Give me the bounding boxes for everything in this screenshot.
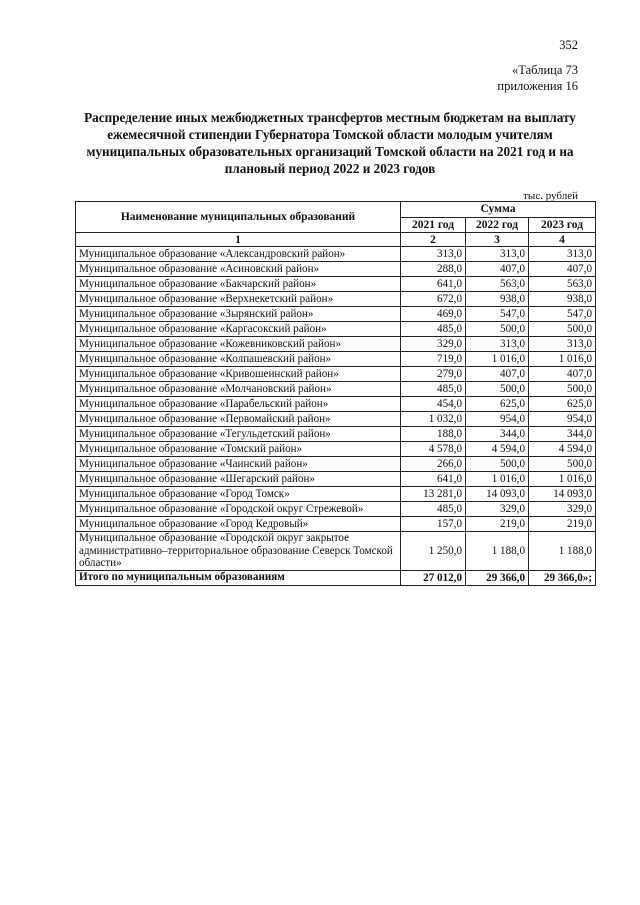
header-sum: Сумма bbox=[401, 202, 596, 218]
municipality-name: Муниципальное образование «Бакчарский район» bbox=[76, 277, 401, 292]
table-row bbox=[76, 412, 596, 427]
value-2021: 188,0 bbox=[401, 427, 466, 442]
municipality-name: Муниципальное образование «Городской округ Стрежевой» bbox=[76, 502, 401, 517]
table-row bbox=[76, 352, 596, 367]
value-2021: 485,0 bbox=[401, 322, 466, 337]
value-2022: 344,0 bbox=[466, 427, 529, 442]
value-2023: 4 594,0 bbox=[529, 442, 596, 457]
table-row bbox=[76, 382, 596, 397]
header-year-2023: 2023 год bbox=[529, 217, 596, 233]
value-2021: 719,0 bbox=[401, 352, 466, 367]
value-2023: 219,0 bbox=[529, 517, 596, 532]
municipality-name: Муниципальное образование «Каргасокский район» bbox=[76, 322, 401, 337]
municipality-name: Муниципальное образование «Зырянский район» bbox=[76, 307, 401, 322]
value-2022: 500,0 bbox=[466, 457, 529, 472]
table-row bbox=[76, 397, 596, 412]
value-2023: 313,0 bbox=[529, 337, 596, 352]
table-row bbox=[76, 262, 596, 277]
value-2021: 313,0 bbox=[401, 247, 466, 262]
value-2023: 954,0 bbox=[529, 412, 596, 427]
table-row bbox=[76, 442, 596, 457]
municipality-name: Муниципальное образование «Томский район» bbox=[76, 442, 401, 457]
value-2022: 954,0 bbox=[466, 412, 529, 427]
value-2023: 1 188,0 bbox=[529, 532, 596, 571]
value-2023: 500,0 bbox=[529, 457, 596, 472]
header-year-2022: 2022 год bbox=[466, 217, 529, 233]
col-number-4: 4 bbox=[529, 233, 596, 247]
table-annex-reference bbox=[497, 62, 578, 94]
header-name: Наименование муниципальных образований bbox=[76, 202, 401, 233]
total-label: Итого по муниципальным образованиям bbox=[76, 570, 401, 585]
value-2023: 1 016,0 bbox=[529, 352, 596, 367]
value-2021: 641,0 bbox=[401, 472, 466, 487]
table-row bbox=[76, 457, 596, 472]
value-2022: 625,0 bbox=[466, 397, 529, 412]
value-2022: 313,0 bbox=[466, 247, 529, 262]
value-2022: 407,0 bbox=[466, 367, 529, 382]
value-2021: 641,0 bbox=[401, 277, 466, 292]
municipality-name: Муниципальное образование «Парабельский район» bbox=[76, 397, 401, 412]
value-2022: 1 016,0 bbox=[466, 472, 529, 487]
municipality-name: Муниципальное образование «Колпашевский район» bbox=[76, 352, 401, 367]
col-number-3: 3 bbox=[466, 233, 529, 247]
value-2022: 219,0 bbox=[466, 517, 529, 532]
value-2021: 485,0 bbox=[401, 502, 466, 517]
table-row bbox=[76, 517, 596, 532]
value-2021: 157,0 bbox=[401, 517, 466, 532]
municipality-name: Муниципальное образование «Кривошеинский район» bbox=[76, 367, 401, 382]
municipality-name: Муниципальное образование «Город Томск» bbox=[76, 487, 401, 502]
col-number-1: 1 bbox=[76, 233, 401, 247]
value-2022: 313,0 bbox=[466, 337, 529, 352]
table-row bbox=[76, 367, 596, 382]
page-number: 352 bbox=[559, 38, 578, 52]
municipality-name: Муниципальное образование «Городской округ закрытое административно–территориальное образование Северск Томской области» bbox=[76, 532, 401, 571]
value-2022: 407,0 bbox=[466, 262, 529, 277]
value-2022: 500,0 bbox=[466, 382, 529, 397]
municipality-name: Муниципальное образование «Чаинский район» bbox=[76, 457, 401, 472]
budget-table bbox=[75, 201, 596, 586]
municipality-name: Муниципальное образование «Город Кедровый» bbox=[76, 517, 401, 532]
value-2023: 1 016,0 bbox=[529, 472, 596, 487]
value-2022: 938,0 bbox=[466, 292, 529, 307]
value-2022: 547,0 bbox=[466, 307, 529, 322]
value-2021: 1 032,0 bbox=[401, 412, 466, 427]
value-2021: 13 281,0 bbox=[401, 487, 466, 502]
value-2023: 500,0 bbox=[529, 322, 596, 337]
value-2021: 1 250,0 bbox=[401, 532, 466, 571]
value-2021: 329,0 bbox=[401, 337, 466, 352]
table-row bbox=[76, 337, 596, 352]
value-2023: 547,0 bbox=[529, 307, 596, 322]
value-2021: 672,0 bbox=[401, 292, 466, 307]
value-2021: 454,0 bbox=[401, 397, 466, 412]
value-2021: 266,0 bbox=[401, 457, 466, 472]
value-2022: 500,0 bbox=[466, 322, 529, 337]
value-2022: 14 093,0 bbox=[466, 487, 529, 502]
value-2023: 329,0 bbox=[529, 502, 596, 517]
municipality-name: Муниципальное образование «Шегарский район» bbox=[76, 472, 401, 487]
value-2023: 344,0 bbox=[529, 427, 596, 442]
header-year-2021: 2021 год bbox=[401, 217, 466, 233]
total-2021: 27 012,0 bbox=[401, 570, 466, 585]
value-2022: 1 016,0 bbox=[466, 352, 529, 367]
annex-line-1: «Таблица 73 bbox=[512, 63, 578, 77]
value-2023: 625,0 bbox=[529, 397, 596, 412]
value-2022: 1 188,0 bbox=[466, 532, 529, 571]
table-row bbox=[76, 502, 596, 517]
value-2023: 313,0 bbox=[529, 247, 596, 262]
col-number-2: 2 bbox=[401, 233, 466, 247]
value-2023: 500,0 bbox=[529, 382, 596, 397]
value-2022: 563,0 bbox=[466, 277, 529, 292]
value-2021: 485,0 bbox=[401, 382, 466, 397]
value-2021: 4 578,0 bbox=[401, 442, 466, 457]
municipality-name: Муниципальное образование «Молчановский район» bbox=[76, 382, 401, 397]
value-2023: 407,0 bbox=[529, 262, 596, 277]
table-row bbox=[76, 487, 596, 502]
municipality-name: Муниципальное образование «Александровский район» bbox=[76, 247, 401, 262]
total-2023: 29 366,0»; bbox=[529, 570, 596, 585]
municipality-name: Муниципальное образование «Первомайский район» bbox=[76, 412, 401, 427]
annex-line-2: приложения 16 bbox=[497, 79, 578, 93]
table-row bbox=[76, 322, 596, 337]
table-row bbox=[76, 292, 596, 307]
table-row bbox=[76, 427, 596, 442]
total-2022: 29 366,0 bbox=[466, 570, 529, 585]
value-2021: 469,0 bbox=[401, 307, 466, 322]
table-row bbox=[76, 247, 596, 262]
table-row bbox=[76, 532, 596, 571]
document-title: Распределение иных межбюджетных трансфертов местным бюджетам на выплату ежемесячной стипендии Губернатора Томской области молодым учителям муниципальных образовательных организаций Томской области на 2021 год и на плановый период 2022 и 2023 годов bbox=[84, 110, 576, 176]
value-2023: 563,0 bbox=[529, 277, 596, 292]
value-2023: 407,0 bbox=[529, 367, 596, 382]
value-2021: 288,0 bbox=[401, 262, 466, 277]
total-row bbox=[76, 570, 596, 585]
value-2022: 329,0 bbox=[466, 502, 529, 517]
municipality-name: Муниципальное образование «Тегульдетский район» bbox=[76, 427, 401, 442]
value-2022: 4 594,0 bbox=[466, 442, 529, 457]
value-2023: 14 093,0 bbox=[529, 487, 596, 502]
municipality-name: Муниципальное образование «Кожевниковский район» bbox=[76, 337, 401, 352]
table-row bbox=[76, 472, 596, 487]
table-row bbox=[76, 307, 596, 322]
municipality-name: Муниципальное образование «Асиновский район» bbox=[76, 262, 401, 277]
value-2023: 938,0 bbox=[529, 292, 596, 307]
municipality-name: Муниципальное образование «Верхнекетский район» bbox=[76, 292, 401, 307]
value-2021: 279,0 bbox=[401, 367, 466, 382]
table-row bbox=[76, 277, 596, 292]
units-label: тыс. рублей bbox=[523, 190, 578, 202]
